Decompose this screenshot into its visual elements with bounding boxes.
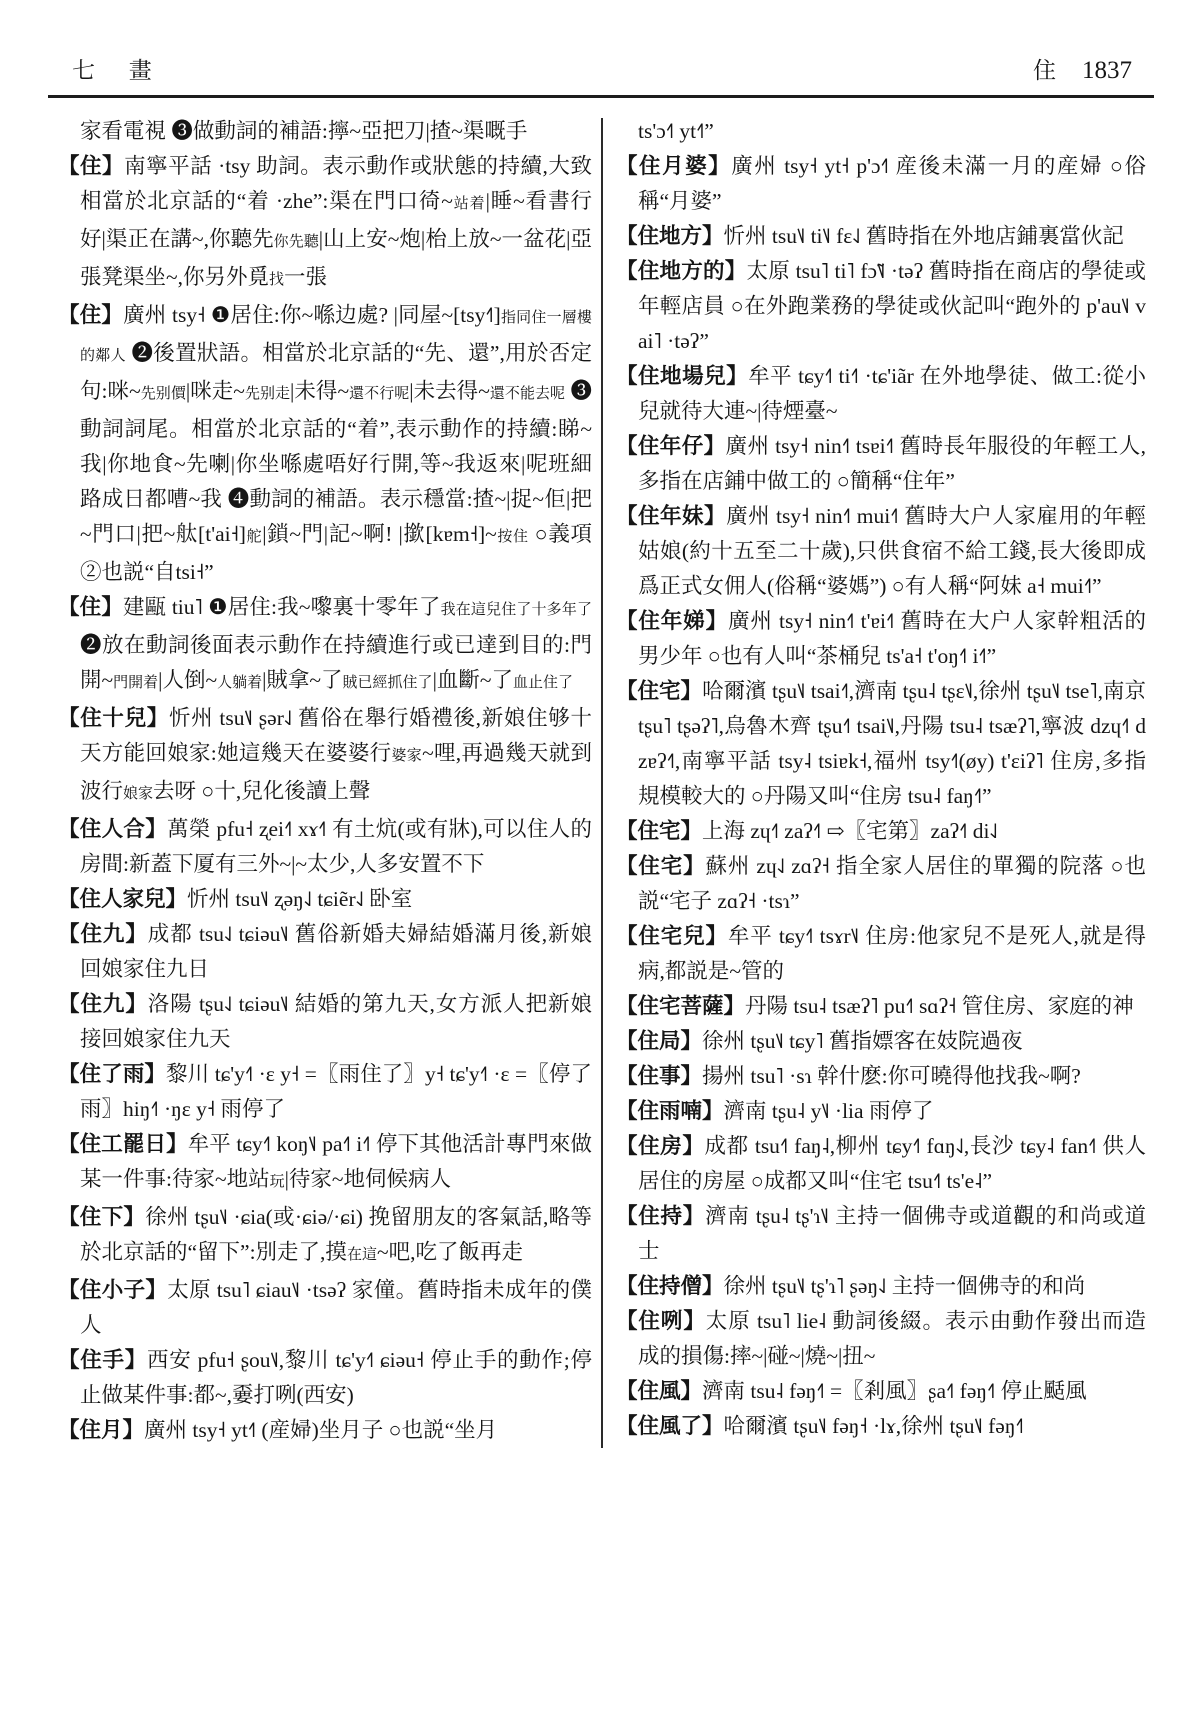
headword: 【住月】 xyxy=(58,1418,145,1442)
entry-text: |待家~地伺候病人 xyxy=(284,1167,452,1191)
entry-text: 濟南 tʂu˨ y˥˩ ·lia 雨停了 xyxy=(723,1099,934,1123)
headword: 【住風】 xyxy=(615,1379,702,1403)
gloss-text: 指同住一層樓的鄰人 xyxy=(80,310,592,364)
gloss-text: 我在這兒住了十多年了 xyxy=(440,602,592,618)
headword: 【住】 xyxy=(58,303,124,327)
dict-entry xyxy=(616,989,1146,1024)
entry-text: 揚州 tsu˥ ·sɿ 幹什麽:你可曉得他找我~啊? xyxy=(702,1064,1081,1088)
dict-entry xyxy=(616,849,1146,919)
dict-entry xyxy=(58,1343,592,1413)
dict-entry xyxy=(616,499,1146,604)
entry-text: |未得~ xyxy=(290,379,350,403)
headword: 【住風了】 xyxy=(615,1414,724,1438)
gloss-text: 還不能去呢 xyxy=(489,386,566,402)
page-number: 1837 xyxy=(1082,57,1132,84)
entry-text: 濟南 tsu˨ fəŋ˧˥ =〖剎風〗ʂa˧˥ fəŋ˧˥ 停止颳風 xyxy=(702,1379,1087,1403)
gloss-text: 舵 xyxy=(245,529,263,545)
gloss-text: 找 xyxy=(269,272,285,288)
headword: 【住雨喃】 xyxy=(615,1099,724,1123)
headword: 【住持】 xyxy=(615,1204,706,1228)
headword: 【住宅菩薩】 xyxy=(615,994,745,1018)
dict-entry xyxy=(616,1304,1146,1374)
entry-text: 太原 tsu˥ ɕiau˥˩ ·tsəʔ 家僮。舊時指未成年的僕人 xyxy=(80,1278,592,1337)
gloss-text: 你先聽 xyxy=(273,234,319,250)
entry-text: 廣州 tsy˧ nin˧˥ t'ɐi˧˥ 舊時在大户人家幹粗活的男少年 ○也有人叫“茶桶兒 ts'a˧ t'oŋ˧˥ i˧˥” xyxy=(637,609,1146,668)
stroke-section-label: 七 畫 xyxy=(72,58,166,83)
entry-text: 洛陽 tʂu˨˩ tɕiəu˥˩ 結婚的第九天,女方派人把新娘接回娘家住九天 xyxy=(80,992,592,1051)
entry-text: 南寧平話 ·tsy 助詞。表示動作或狀態的持續,大致相當於北京話的“着 ·zhe”:渠在門口徛~ xyxy=(80,154,592,213)
entry-text: 家看電視 ❸做動詞的補語:擰~亞把刀|揸~渠嘅手 xyxy=(80,119,528,143)
dict-entry xyxy=(616,814,1146,849)
entry-text: 廣州 tsy˧ yt˧˥ (産婦)坐月子 ○也説“坐月 xyxy=(144,1418,498,1442)
dict-entry xyxy=(58,882,592,917)
dict-entry xyxy=(58,114,592,149)
entry-text: 忻州 tsu˥˩ ti˥˩ fɛ˨˩ 舊時指在外地店鋪裏當伙記 xyxy=(723,224,1124,248)
entry-text: 徐州 tʂu˥˩ tɕy˥ 舊指嫖客在妓院過夜 xyxy=(702,1029,1023,1053)
dict-entry xyxy=(616,149,1146,219)
headword: 【住宅兒】 xyxy=(615,924,728,948)
running-head xyxy=(1033,52,1132,85)
dict-entry xyxy=(616,1059,1146,1094)
gloss-text: 血止住了 xyxy=(513,675,574,691)
headword: 【住九】 xyxy=(58,992,148,1016)
gloss-text: 門開着 xyxy=(113,675,159,691)
headword: 【住】 xyxy=(58,595,123,619)
headword: 【住宅】 xyxy=(615,679,703,703)
dict-entry xyxy=(616,674,1146,814)
dict-entry xyxy=(616,429,1146,499)
head-character: 住 xyxy=(1033,58,1056,83)
entry-text: ~吧,吃了飯再走 xyxy=(376,1240,523,1264)
headword: 【住房】 xyxy=(615,1134,705,1158)
dict-entry xyxy=(58,1273,592,1343)
dict-entry xyxy=(616,219,1146,254)
dict-entry xyxy=(616,1129,1146,1199)
gloss-text: 先别價 xyxy=(140,386,186,402)
entry-text: |賊拿~了 xyxy=(262,668,343,692)
entry-text: 牟平 tɕy˧˥ koŋ˥˩ pa˧˥ i˧˥ 停下其他活計專門來做某一件事:待家~地站 xyxy=(80,1132,592,1191)
entry-text: 太原 tsu˥ ti˥ fɔ̃˥˩ ·təʔ 舊時指在商店的學徒或年輕店員 ○在外跑業務的學徒或伙記叫“跑外的 p'au˥˩ vai˥ ·təʔ” xyxy=(637,259,1146,353)
entry-text: ❷放在動詞後面表示動作在持續進行或已達到目的:門開~ xyxy=(80,633,592,692)
gloss-text: 娘家 xyxy=(123,786,154,802)
headword: 【住小子】 xyxy=(58,1278,168,1302)
entry-text: 丹陽 tsu˨ tsæʔ˥ pu˧˥ sɑʔ˧ 管住房、家庭的神 xyxy=(745,994,1134,1018)
entry-text: 上海 zɥ˧˥ zaʔ˧˥ ⇨〖宅第〗zaʔ˧˥ di˨˩ xyxy=(702,819,998,843)
entry-text: |鎖~門|記~啊! |撳[kɐm˧]~ xyxy=(262,522,497,546)
entry-text: 一張 xyxy=(284,265,328,289)
headword: 【住持僧】 xyxy=(615,1274,724,1298)
headword: 【住】 xyxy=(58,154,125,178)
headword: 【住地方的】 xyxy=(615,259,747,283)
headword: 【住月婆】 xyxy=(615,154,732,178)
headword: 【住人家兒】 xyxy=(58,887,188,911)
entry-text: 忻州 tsu˥˩ ʐəŋ˨˩ tɕiẽr˨˩ 卧室 xyxy=(187,887,413,911)
header-rule xyxy=(48,95,1154,98)
entry-text: ❸動詞詞尾。相當於北京話的“着”,表示動作的持續:睇~我|你地食~先喇|你坐喺處唔好行開,等~我返來|呢班細路成日都嘈~我 ❹動詞的補語。表示穩當:揸~|捉~佢|把~門口|把~舦[t'ai˧] xyxy=(80,379,592,546)
entry-text: 成都 tsu˧˥ faŋ˨,柳州 tɕy˧˥ fɑŋ˨˩,長沙 tɕy˨ fan˧˥ 供人居住的房屋 ○成都又叫“住宅 tsu˧˥ ts'e˨” xyxy=(637,1134,1146,1193)
entry-text: |未去得~ xyxy=(409,379,490,403)
entry-text: 濟南 tʂu˨ tʂ'ɿ˥˩ 主持一個佛寺或道觀的和尚或道士 xyxy=(637,1204,1146,1263)
gloss-text: 人躺着 xyxy=(217,675,263,691)
dict-entry xyxy=(616,604,1146,674)
entry-text: |人倒~ xyxy=(158,668,218,692)
entry-text: 徐州 tʂu˥˩ tʂ'ɿ˥ ʂəŋ˨˩ 主持一個佛寺的和尚 xyxy=(723,1274,1086,1298)
headword: 【住手】 xyxy=(58,1348,148,1372)
headword: 【住下】 xyxy=(58,1205,146,1229)
gloss-text: 賊已經抓住了 xyxy=(342,675,433,691)
entry-text: 哈爾濱 tʂu˥˩ tsai˧˥,濟南 tʂu˨ tʂɛ˥˩,徐州 tʂu˥˩ tse˥,南京 tʂu˥ tʂəʔ˥,烏魯木齊 tʂu˧˥ tsai˥˩,丹陽 tsu˨ tsæʔ˥,寧波 dzɥ˧˥ dzɐʔ˧˥,南寧平話 tsy˨ tsiɐk˧,福州 tsy˧˥(øy) t'ɛiʔ˥ 住房,多指規模較大的 ○丹陽又叫“住房 tsu˨ faŋ˧˥” xyxy=(637,679,1146,808)
page-header xyxy=(58,52,1146,85)
headword: 【住十兒】 xyxy=(58,706,169,730)
entry-text: 去呀 ○十,兒化後讀上聲 xyxy=(153,779,371,803)
dict-entry xyxy=(616,1409,1146,1444)
entry-text: 廣州 tsy˧ ❶居住:你~喺边處? |同屋~[tsy˧˥] xyxy=(123,303,501,327)
dict-entry xyxy=(58,1413,592,1448)
dict-entry xyxy=(58,298,592,590)
headword: 【住九】 xyxy=(58,922,148,946)
gloss-text: 按住 xyxy=(496,529,529,545)
dict-entry xyxy=(616,1374,1146,1409)
dict-entry xyxy=(616,919,1146,989)
dict-entry xyxy=(616,1094,1146,1129)
entry-text: |咪走~ xyxy=(185,379,245,403)
entry-text: 蘇州 zɥ˨˩ zɑʔ˧ 指全家人居住的單獨的院落 ○也説“宅子 zɑʔ˧ ·tsɿ” xyxy=(637,854,1146,913)
headword: 【住了雨】 xyxy=(58,1062,167,1086)
dict-entry xyxy=(58,812,592,882)
entry-text: 忻州 tsu˥˩ ʂər˨˩ 舊俗在舉行婚禮後,新娘住够十天方能回娘家:她這幾天在婆婆行 xyxy=(80,706,592,765)
dict-entry xyxy=(58,701,592,812)
gloss-text: 先别走 xyxy=(244,386,291,402)
gloss-text: 站着 xyxy=(452,196,486,212)
entry-text: 黎川 tɕ'y˧˥ ·ɛ y˧ =〖雨住了〗y˧ tɕ'y˧˥ ·ɛ =〖停了雨〗hiŋ˧˥ ·ŋɛ y˧ 雨停了 xyxy=(80,1062,592,1121)
dict-entry xyxy=(58,590,592,701)
entry-text: 徐州 tʂu˥˩ ·ɕia(或·ɕiə/·ɕi) 挽留朋友的客氣話,略等於北京話的“留下”:別走了,摸 xyxy=(80,1205,592,1264)
dict-entry xyxy=(58,1200,592,1273)
entry-text: 牟平 tɕy˧˥ tsɤr˥˩ 住房:他家兒不是死人,就是得病,都説是~管的 xyxy=(637,924,1146,983)
entry-text: |血斷~了 xyxy=(432,668,513,692)
dict-entry xyxy=(58,1057,592,1127)
dict-entry xyxy=(616,1024,1146,1059)
entry-text: ○義項②也説“自tsi˧” xyxy=(80,522,592,584)
headword: 【住事】 xyxy=(615,1064,702,1088)
gloss-text: 還不行呢 xyxy=(349,386,410,402)
gloss-text: 玩 xyxy=(269,1174,285,1190)
entry-text: |睡~看書行好|渠正在講~,你聽先 xyxy=(80,189,592,251)
headword: 【住年妹】 xyxy=(615,504,727,528)
entry-text: ~哩,再過幾天就到波行 xyxy=(80,741,592,803)
dict-entry xyxy=(616,254,1146,359)
headword: 【住工罷日】 xyxy=(58,1132,188,1156)
text-columns xyxy=(58,114,1146,1448)
gloss-text: 在這 xyxy=(346,1247,377,1263)
gloss-text: 婆家 xyxy=(391,748,423,764)
entry-text: 太原 tsu˥ lie˨ 動詞後綴。表示由動作發出而造成的損傷:摔~|碰~|燒~|扭~ xyxy=(637,1309,1146,1368)
dict-entry xyxy=(58,1127,592,1200)
entry-text: 牟平 tɕy˧˥ ti˧˥ ·tɕ'iãr 在外地學徒、做工:從小兒就待大連~|待煙臺~ xyxy=(637,364,1146,423)
entry-text: ts'ɔ˧˥ yt˧˥” xyxy=(637,119,714,143)
entry-text: 萬榮 pfu˧ ʐei˧˥ xɤ˧˥ 有土炕(或有牀),可以住人的房間:新蓋下厦有三外~|~太少,人多安置不下 xyxy=(80,817,592,876)
headword: 【住宅】 xyxy=(615,854,706,878)
headword: 【住宅】 xyxy=(615,819,702,843)
headword: 【住人合】 xyxy=(58,817,168,841)
headword: 【住地場兒】 xyxy=(615,364,749,388)
right-column xyxy=(603,114,1146,1448)
entry-text: ❷後置狀語。相當於北京話的“先、還”,用於否定句:咪~ xyxy=(80,341,592,403)
dict-entry xyxy=(616,1199,1146,1269)
dict-entry xyxy=(58,987,592,1057)
dict-entry xyxy=(616,359,1146,429)
headword: 【住地方】 xyxy=(615,224,724,248)
headword: 【住咧】 xyxy=(615,1309,706,1333)
dict-entry xyxy=(58,149,592,298)
headword: 【住局】 xyxy=(615,1029,702,1053)
headword: 【住年仔】 xyxy=(615,434,726,458)
entry-text: 廣州 tsy˧ nin˧˥ mui˧˥ 舊時大户人家雇用的年輕姑娘(約十五至二十歲),只供食宿不給工錢,長大後即成爲正式女佣人(俗稱“婆媽”) ○有人稱“阿妹 a˧ mui˧˥” xyxy=(637,504,1146,598)
entry-text: 哈爾濱 tʂu˥˩ fəŋ˧ ·lɤ,徐州 tʂu˥˩ fəŋ˧˥ xyxy=(723,1414,1024,1438)
entry-text: 廣州 tsy˧ nin˧˥ tsɐi˧˥ 舊時長年服役的年輕工人,多指在店鋪中做工的 ○簡稱“住年” xyxy=(637,434,1146,493)
entry-text: 廣州 tsy˧ yt˧ p'ɔ˧˥ 産後未滿一月的産婦 ○俗稱“月婆” xyxy=(637,154,1146,213)
entry-text: 成都 tsu˨˩ tɕiəu˥˩ 舊俗新婚夫婦結婚滿月後,新娘回娘家住九日 xyxy=(80,922,592,981)
left-column xyxy=(58,114,601,1448)
dict-entry xyxy=(616,114,1146,149)
dict-entry xyxy=(616,1269,1146,1304)
entry-text: 西安 pfu˧ ʂou˥˩,黎川 tɕ'y˧˥ ɕiəu˧ 停止手的動作;停止做某件事:都~,嫑打咧(西安) xyxy=(80,1348,592,1407)
entry-text: |山上安~炮|枱上放~一盆花|亞張凳渠坐~,你另外覓 xyxy=(80,227,592,289)
dict-entry xyxy=(58,917,592,987)
headword: 【住年娣】 xyxy=(615,609,728,633)
entry-text: 建甌 tiu˥ ❶居住:我~嚟裏十零年了 xyxy=(122,595,441,619)
